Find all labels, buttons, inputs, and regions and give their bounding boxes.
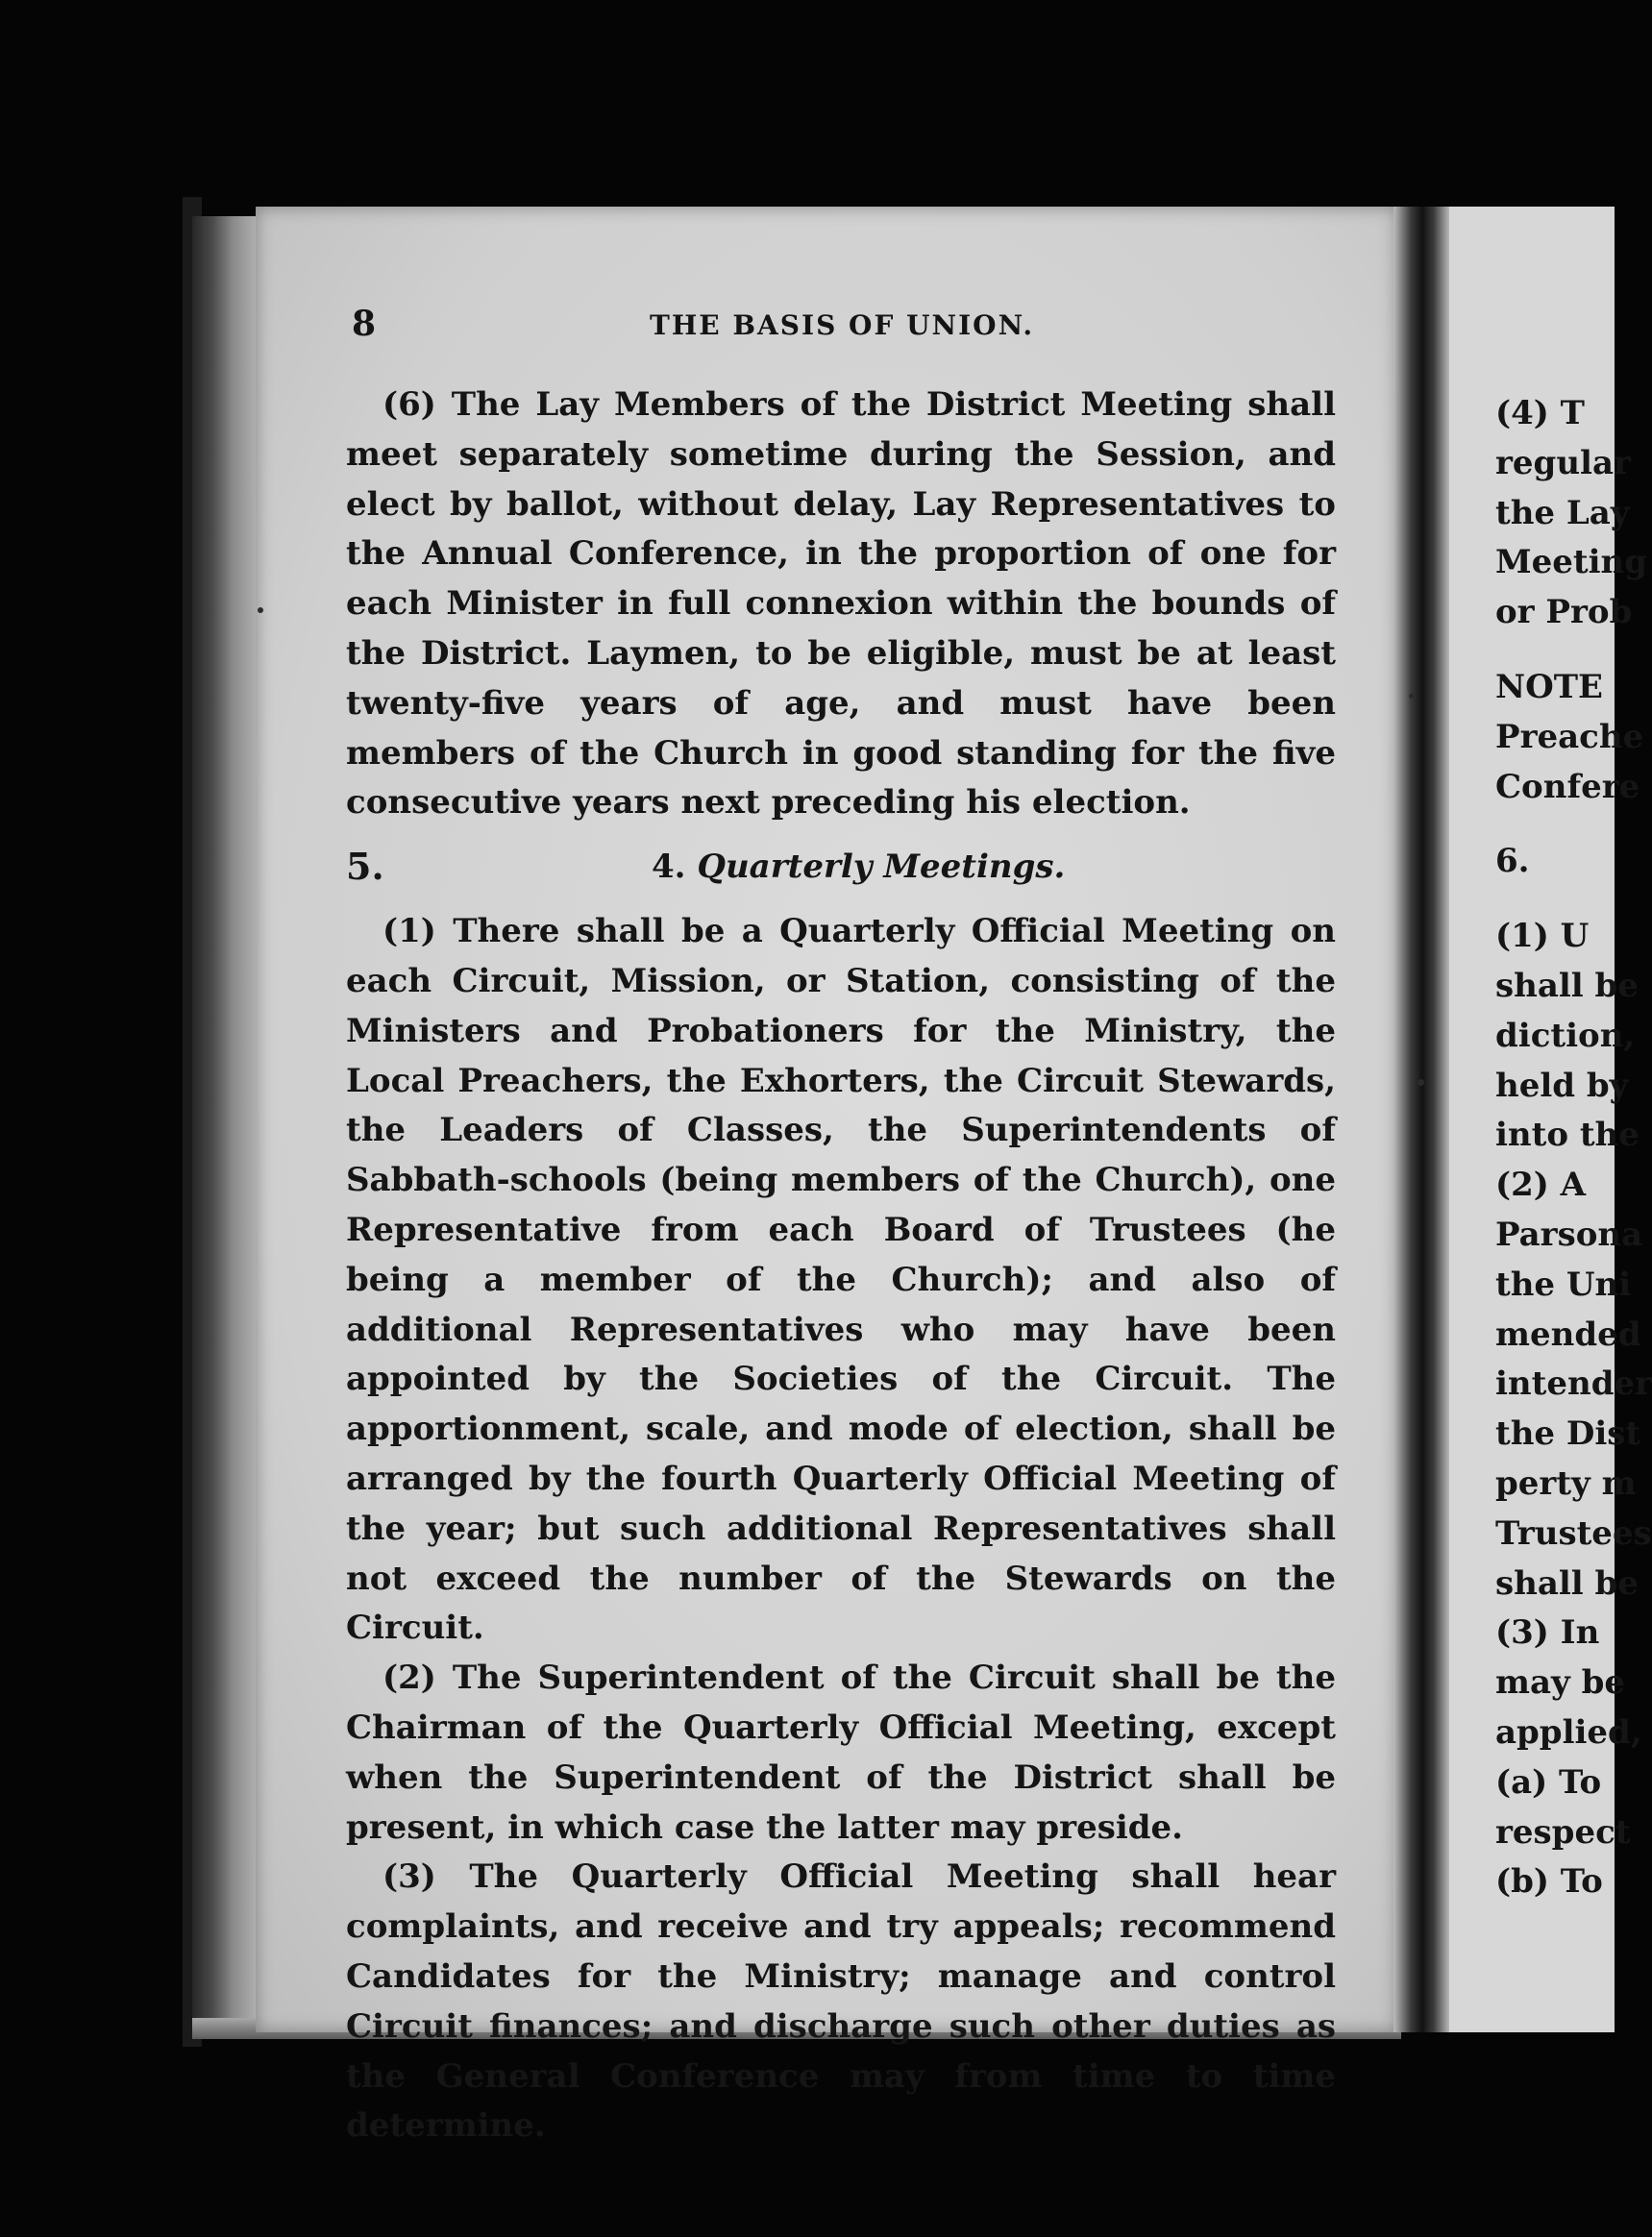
right-page-line: (3) In bbox=[1495, 1613, 1600, 1653]
right-page-line: Trustees bbox=[1495, 1513, 1652, 1553]
right-page-line: the Uni bbox=[1495, 1265, 1632, 1304]
right-page-line: intender bbox=[1495, 1364, 1652, 1404]
right-page-line: the Lay bbox=[1495, 493, 1630, 532]
right-page-line: perty m bbox=[1495, 1464, 1637, 1503]
right-page-line: Confere bbox=[1495, 767, 1640, 806]
right-page-line: (b) To bbox=[1495, 1862, 1603, 1902]
paragraph-quarterly-composition: (1) There shall be a Quarterly Official Meeting on each Circuit, Mission, or Station, consisting of the Ministers and Probationers for the Ministry, the Local Preachers, the Exhorters, the Circuit Stewards, the Leaders of Classes, the Superintendents of Sabbath-schools (being members of the Church), one Representative from each Board of Trustees (he being a member of the Church); and also of additional Representatives who may have been appointed by the Societies of the Circuit. The apportionment, scale, and mode of election, shall be arranged by the fourth Quarterly Official Meeting of the year; but such additional Representatives shall not exceed the number of the Stewards on the Circuit. bbox=[346, 912, 1336, 1648]
margin-speck bbox=[258, 607, 263, 613]
page-number: 8 bbox=[352, 304, 377, 344]
right-page-line: (a) To bbox=[1495, 1762, 1602, 1802]
right-page-line: Preache bbox=[1495, 717, 1644, 756]
section-number: 5. bbox=[346, 845, 384, 889]
right-page-line: shall be bbox=[1495, 1563, 1639, 1603]
section-title bbox=[652, 832, 1065, 901]
margin-speck bbox=[1418, 1079, 1424, 1086]
right-page-line: applied, bbox=[1495, 1713, 1642, 1752]
right-page-line: NOTE bbox=[1495, 668, 1603, 706]
right-page-line: regular bbox=[1495, 443, 1631, 482]
paragraph-quarterly-duties: (3) The Quarterly Official Meeting shall hear complaints, and receive and try appeals; recommend Candidates for the Ministry; manage and control Circuit finances; and discharge such other duties as the General Conference may from time to time determine. bbox=[346, 1857, 1336, 2146]
page-stack-edge bbox=[192, 216, 259, 2023]
right-page-line: mended bbox=[1495, 1315, 1641, 1354]
right-page-line: shall be bbox=[1495, 967, 1639, 1005]
running-head: THE BASIS OF UNION. bbox=[650, 309, 1035, 341]
section-title-text: Quarterly Meetings. bbox=[697, 848, 1066, 887]
right-page-line: held by bbox=[1495, 1066, 1629, 1105]
right-page-line: 6. bbox=[1495, 842, 1530, 881]
right-page-line: diction, bbox=[1495, 1016, 1636, 1055]
right-page-line: Parsona bbox=[1495, 1216, 1643, 1254]
section-heading bbox=[346, 832, 1336, 901]
right-page-line: (4) T bbox=[1495, 394, 1585, 432]
right-page-line: may be bbox=[1495, 1663, 1626, 1703]
right-page-line: or Prob bbox=[1495, 593, 1633, 632]
right-page-line: (1) U bbox=[1495, 917, 1590, 956]
right-page-line: respect bbox=[1495, 1812, 1631, 1852]
right-page-line: Meeting bbox=[1495, 543, 1648, 582]
paragraph-quarterly-chairman: (2) The Superintendent of the Circuit shall be the Chairman of the Quarterly Official Meeting, except when the Superintendent of the District shall be present, in which case the latter may preside. bbox=[346, 1659, 1336, 1847]
page-header bbox=[352, 304, 1332, 346]
left-page-body bbox=[346, 381, 1336, 2151]
paragraph-lay-members: (6) The Lay Members of the District Meeting shall meet separately sometime during the Session, and elect by ballot, without delay, Lay Representatives to the Annual Conference, in the proportion of one for each Minister in full connexion within the bounds of the District. Laymen, to be eligible, must be at least twenty-five years of age, and must have been members of the Church in good standing for the five consecutive years next preceding his election. bbox=[346, 385, 1336, 823]
right-page-line: into the bbox=[1495, 1116, 1640, 1155]
margin-speck bbox=[1409, 694, 1414, 699]
right-page-line: the Dist bbox=[1495, 1414, 1641, 1454]
section-label: 4. bbox=[652, 848, 686, 887]
right-page-line: (2) A bbox=[1495, 1166, 1587, 1205]
right-page bbox=[1449, 207, 1652, 2032]
book-gutter bbox=[1393, 207, 1451, 2032]
